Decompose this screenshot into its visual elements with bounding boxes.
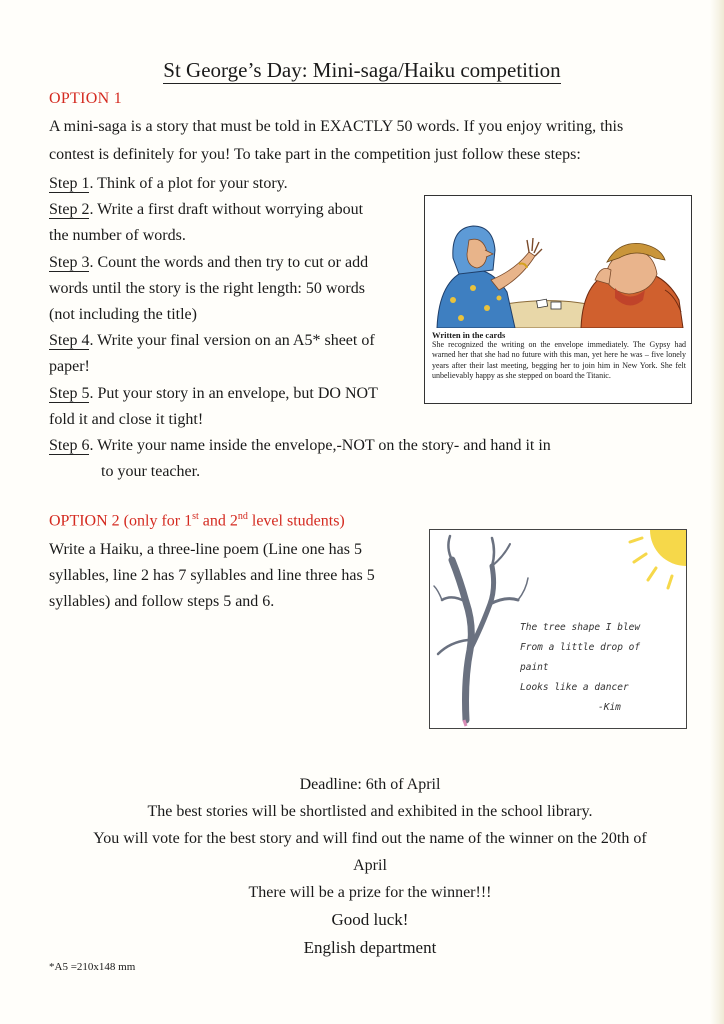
gypsy-illustration bbox=[429, 200, 687, 328]
signature-department: English department bbox=[303, 938, 437, 957]
step-3: Step 3. Count the words and then try to cut or add bbox=[49, 253, 369, 271]
intro-line: A mini-saga is a story that must be told in EXACTLY 50 words. If you enjoy writing, this bbox=[49, 118, 624, 135]
step-3-cont: words until the story is the right length: 50 words bbox=[49, 279, 365, 297]
good-luck: Good luck! bbox=[331, 910, 409, 929]
vote-note-cont: April bbox=[353, 857, 387, 874]
step-2: Step 2. Write a first draft without worrying about bbox=[49, 201, 364, 219]
haiku-example-box bbox=[429, 529, 687, 729]
poem-line: Looks like a dancer bbox=[520, 682, 629, 693]
deadline: Deadline: 6th of April bbox=[299, 776, 441, 793]
haiku-poem bbox=[520, 618, 670, 718]
step-2-cont: the number of words. bbox=[49, 227, 186, 245]
option2-line: syllables, line 2 has 7 syllables and line three has 5 bbox=[49, 567, 375, 584]
page-title: St George’s Day: Mini-saga/Haiku competition bbox=[163, 58, 561, 82]
option2-line: syllables) and follow steps 5 and 6. bbox=[49, 593, 275, 610]
sun-icon bbox=[628, 530, 686, 588]
prize-note: There will be a prize for the winner!!! bbox=[248, 884, 492, 901]
step-5-cont: fold it and close it tight! bbox=[49, 410, 204, 428]
step-5: Step 5. Put your story in an envelope, but DO NOT bbox=[49, 384, 378, 402]
caption-title: Written in the cards bbox=[432, 330, 506, 340]
step-1: Step 1. Think of a plot for your story. bbox=[49, 175, 288, 192]
intro-line: contest is definitely for you! To take part in the competition just follow these steps: bbox=[49, 146, 581, 163]
tree-icon bbox=[434, 536, 528, 720]
step-6-cont: to your teacher. bbox=[101, 463, 201, 481]
option2-text bbox=[49, 537, 409, 615]
poem-line: The tree shape I blew bbox=[520, 622, 641, 633]
poem-line: From a little drop of paint bbox=[520, 642, 641, 673]
caption-text: She recognized the writing on the envelope immediately. The Gypsy had warned her that she had no future with this man, yet here he was – five lonely years after their last meeting, begging her to join him in New York. She felt unbelievably happy as she stepped on board the Titanic. bbox=[432, 340, 686, 380]
step-4: Step 4. Write your final version on an A5* sheet of bbox=[49, 332, 375, 350]
step-4-cont: paper! bbox=[49, 358, 90, 376]
example-mini-saga-box bbox=[424, 195, 692, 404]
vote-note: You will vote for the best story and will find out the name of the winner on the 20th of bbox=[93, 830, 647, 847]
step-6: Step 6. Write your name inside the envelope,-NOT on the story- and hand it in bbox=[49, 437, 551, 455]
poem-author: -Kim bbox=[598, 702, 621, 713]
footnote: *A5 =210x148 mm bbox=[49, 961, 136, 973]
option1-heading: OPTION 1 bbox=[49, 90, 123, 107]
paper-edge bbox=[710, 0, 724, 1024]
footer-notes bbox=[40, 771, 700, 962]
option2-heading: OPTION 2 (only for 1st and 2nd level students) bbox=[49, 511, 345, 530]
step-3-cont: (not including the title) bbox=[49, 306, 197, 324]
shortlist-note: The best stories will be shortlisted and exhibited in the school library. bbox=[147, 803, 593, 820]
option1-intro bbox=[49, 113, 689, 169]
option2-line: Write a Haiku, a three-line poem (Line one has 5 bbox=[49, 541, 363, 558]
